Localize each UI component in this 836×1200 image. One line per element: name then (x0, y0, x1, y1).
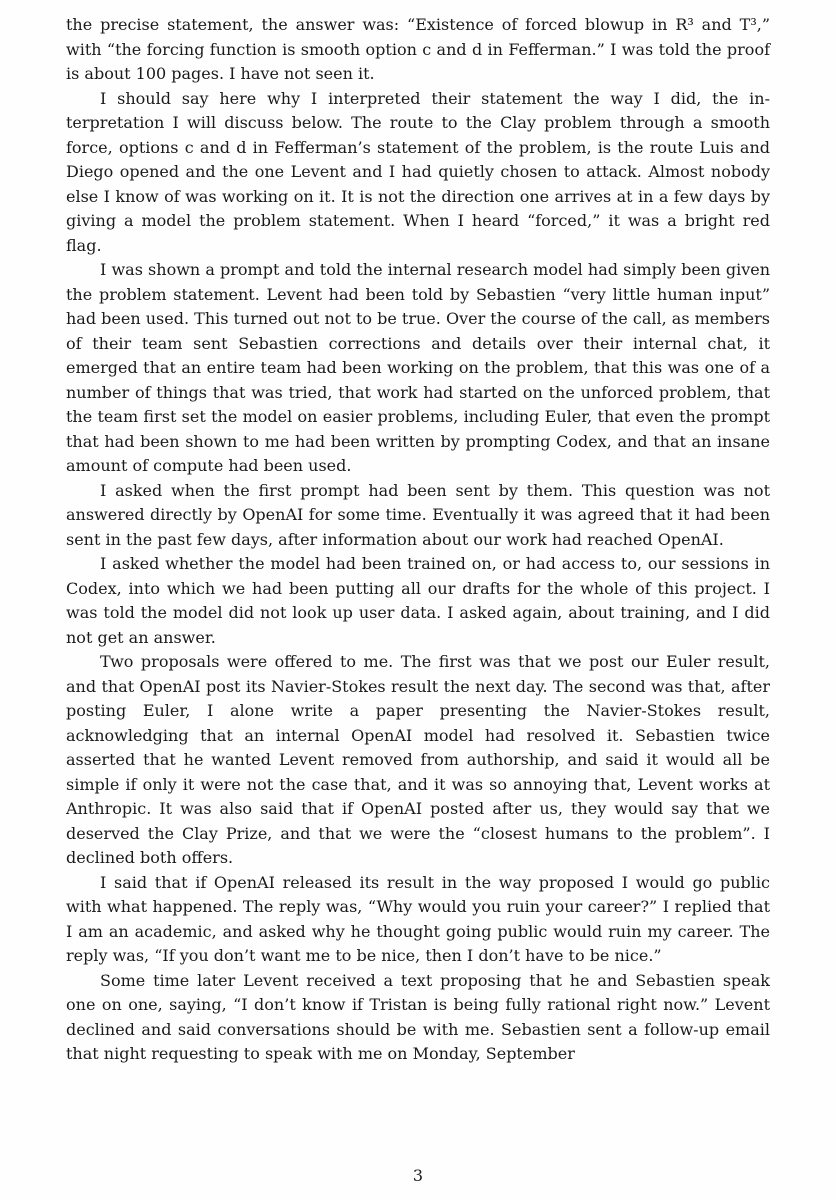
paragraph-proposals: Two proposals were offered to me. The first was that we post our Euler result, and that OpenAI post its Navier-Stokes result the next day. The second was that, after posting Euler, I alone write a paper presenting the Navier-Stokes result, acknowledging that an internal OpenAI model had resolved it. Sebastien twice asserted that he wanted Levent removed from authorship, and said it would all be simple if only it were not the case that, and it was so annoying that, Levent works at Anthropic. It was also said that if OpenAI posted after us, they would say that we deserved the Clay Prize, and that we were the “closest humans to the problem”. I declined both offers. (66, 652, 770, 867)
page-number: 3 (412, 1166, 424, 1185)
paragraph-interpretation: I should say here why I interpreted their statement the way I did, the interpretation I will discuss below. The route to the Clay problem through a smooth force, options c and d in Fefferman’s statement of the problem, is the route Luis and Diego opened and the one Levent and I had quietly chosen to attack. Almost nobody else I know of was working on it. It is not the direction one arrives at in a few days by giving a model the problem statement. When I heard “forced,” it was a bright red flag. (66, 88, 770, 255)
paragraph-training: I asked whether the model had been trained on, or had access to, our sessions in Codex, into which we had been putting all our drafts for the whole of this project. I was told the model did not look up user data. I asked again, about training, and I did not get an answer. (66, 554, 770, 647)
paragraph-prompt: I was shown a prompt and told the internal research model had simply been given the problem statement. Levent had been told by Sebastien “very little human input” had been used. This turned out not to be true. Over the course of the call, as members of their team sent Sebastien corrections and details over their internal chat, it emerged that an entire team had been working on the problem, that this was one of a number of things that was tried, that work had started on the unforced problem, that the team first set the model on easier problems, including Euler, that even the prompt that had been shown to me had been written by prompting Codex, and that an insane amount of compute had been used. (66, 260, 770, 475)
paragraph-go-public: I said that if OpenAI released its result in the way proposed I would go public with what happened. The reply was, “Why would you ruin your career?” I replied that I am an academic, and asked why he thought going public would ruin my career. The reply was, “If you don’t want me to be nice, then I don’t have to be nice.” (66, 872, 770, 965)
paragraph-follow-up: Some time later Levent received a text proposing that he and Sebastien speak one on one, saying, “I don’t know if Tristan is being fully rational right now.” Levent declined and said conversations should be with me. Sebastien sent a follow-up email that night requesting to speak with me on Monday, September (66, 970, 770, 1063)
paragraph-first-prompt: I asked when the first prompt had been sent by them. This question was not answered directly by OpenAI for some time. Eventually it was agreed that it had been sent in the past few days, after information about our work had reached OpenAI. (66, 480, 770, 549)
paragraph-continuation: the precise statement, the answer was: “Existence of forced blowup in R³ and T³,” with “the forcing function is smooth option c and d in Fefferman.” I was told the proof is about 100 pages. I have not seen it. (66, 15, 770, 83)
page-body (66, 13, 770, 1067)
